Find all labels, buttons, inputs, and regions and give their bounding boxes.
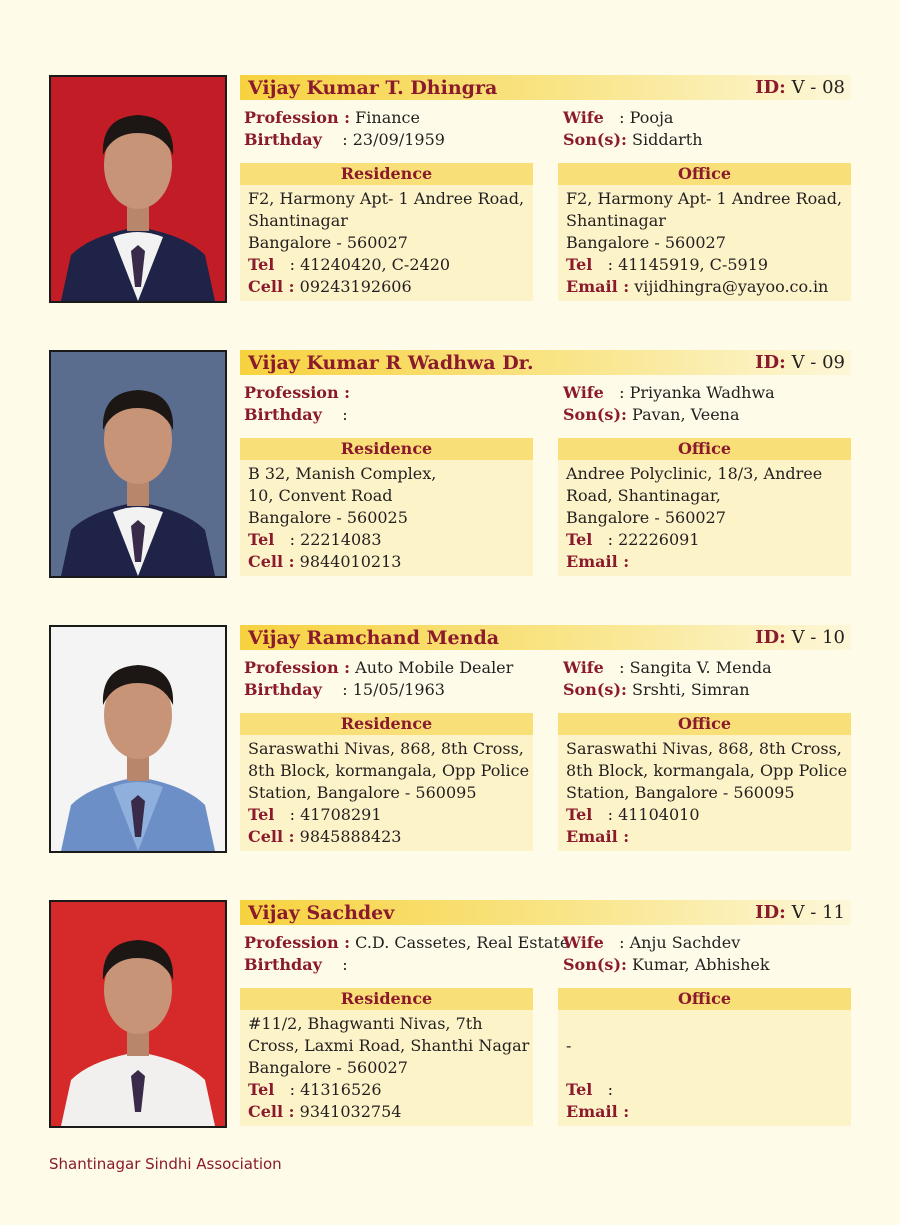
id-value: V - 10	[791, 627, 845, 648]
birthday-label: Birthday	[244, 955, 322, 974]
tel-label: Tel	[566, 255, 593, 274]
cell-label: Cell :	[248, 827, 295, 846]
residence-heading: Residence	[240, 713, 533, 735]
tel-value: : 41316526	[289, 1080, 382, 1099]
member-name: Vijay Sachdev	[248, 902, 395, 924]
residence-address-line: Bangalore - 560027	[248, 1058, 408, 1077]
name-bar	[240, 350, 851, 375]
residence-box	[240, 713, 533, 851]
footer-association-name: Shantinagar Sindhi Association	[49, 1155, 282, 1173]
member-entry	[49, 350, 851, 578]
office-address-line: F2, Harmony Apt- 1 Andree Road,	[566, 189, 843, 208]
tel-label: Tel	[248, 805, 275, 824]
profession-label: Profession :	[244, 933, 351, 952]
residence-heading: Residence	[240, 988, 533, 1010]
sons-line	[563, 129, 703, 151]
wife-value: : Priyanka Wadhwa	[619, 383, 775, 402]
member-name: Vijay Kumar R Wadhwa Dr.	[248, 352, 534, 374]
office-address-line: Saraswathi Nivas, 868, 8th Cross,	[566, 739, 842, 758]
sons-value: Srshti, Simran	[632, 680, 750, 699]
tel-label: Tel	[248, 1080, 275, 1099]
portrait-illustration	[51, 627, 225, 851]
wife-label: Wife	[563, 383, 604, 402]
email-label: Email :	[566, 827, 630, 846]
office-email	[566, 551, 851, 573]
wife-line	[563, 107, 673, 129]
email-label: Email :	[566, 552, 630, 571]
wife-line	[563, 382, 775, 404]
portrait-illustration	[51, 352, 225, 576]
office-address-line: Road, Shantinagar,	[566, 486, 721, 505]
office-email	[566, 826, 851, 848]
sons-label: Son(s):	[563, 130, 627, 149]
office-address-line	[566, 1013, 851, 1035]
birthday-value: : 15/05/1963	[342, 680, 445, 699]
id-label: ID:	[755, 352, 786, 373]
residence-heading: Residence	[240, 438, 533, 460]
office-tel	[566, 1079, 851, 1101]
sons-label: Son(s):	[563, 680, 627, 699]
tel-label: Tel	[566, 530, 593, 549]
tel-value: : 41145919, C-5919	[607, 255, 769, 274]
wife-value: : Pooja	[619, 108, 674, 127]
office-heading: Office	[558, 988, 851, 1010]
profession-value: Auto Mobile Dealer	[355, 658, 514, 677]
tel-label: Tel	[566, 1080, 593, 1099]
sons-line	[563, 404, 740, 426]
profession-label: Profession :	[244, 108, 351, 127]
residence-box	[240, 438, 533, 576]
member-id	[755, 627, 845, 648]
sons-value: Siddarth	[632, 130, 703, 149]
sons-line	[563, 679, 750, 701]
sons-label: Son(s):	[563, 955, 627, 974]
office-address-line: Bangalore - 560027	[566, 508, 726, 527]
member-photo	[49, 625, 227, 853]
tel-label: Tel	[566, 805, 593, 824]
member-entry	[49, 900, 851, 1128]
cell-label: Cell :	[248, 1102, 295, 1121]
residence-box	[240, 988, 533, 1126]
member-name: Vijay Ramchand Menda	[248, 627, 500, 649]
member-id	[755, 352, 845, 373]
name-bar	[240, 900, 851, 925]
member-id	[755, 77, 845, 98]
profession-line	[244, 107, 420, 129]
office-address-line: Andree Polyclinic, 18/3, Andree	[566, 464, 823, 483]
profession-label: Profession :	[244, 383, 351, 402]
email-label: Email :	[566, 1102, 630, 1121]
birthday-label: Birthday	[244, 130, 322, 149]
residence-address-line: Cross, Laxmi Road, Shanthi Nagar	[248, 1036, 530, 1055]
profession-value: C.D. Cassetes, Real Estate	[355, 933, 570, 952]
office-address-line: Bangalore - 560027	[566, 233, 726, 252]
birthday-line	[244, 129, 445, 151]
residence-address-line: Shantinagar	[248, 211, 348, 230]
id-label: ID:	[755, 77, 786, 98]
office-address-line	[566, 1057, 851, 1079]
residence-address-line: Bangalore - 560027	[248, 233, 408, 252]
residence-tel	[248, 254, 533, 276]
member-photo	[49, 900, 227, 1128]
tel-label: Tel	[248, 530, 275, 549]
wife-label: Wife	[563, 108, 604, 127]
residence-address-line: Saraswathi Nivas, 868, 8th Cross,	[248, 739, 524, 758]
id-value: V - 11	[791, 902, 845, 923]
member-entry	[49, 625, 851, 853]
office-heading: Office	[558, 713, 851, 735]
residence-address-line: B 32, Manish Complex,	[248, 464, 437, 483]
residence-heading: Residence	[240, 163, 533, 185]
wife-line	[563, 932, 740, 954]
tel-value: : 22214083	[289, 530, 382, 549]
residence-cell	[248, 1101, 533, 1123]
sons-value: Kumar, Abhishek	[632, 955, 770, 974]
office-heading: Office	[558, 438, 851, 460]
office-box	[558, 163, 851, 301]
birthday-line	[244, 404, 348, 426]
office-email	[566, 1101, 851, 1123]
office-box	[558, 438, 851, 576]
tel-value: : 41240420, C-2420	[289, 255, 451, 274]
office-heading: Office	[558, 163, 851, 185]
portrait-illustration	[51, 902, 225, 1126]
tel-label: Tel	[248, 255, 275, 274]
member-photo	[49, 350, 227, 578]
profession-label: Profession :	[244, 658, 351, 677]
residence-address-line: Bangalore - 560025	[248, 508, 408, 527]
residence-tel	[248, 1079, 533, 1101]
residence-cell	[248, 276, 533, 298]
residence-box	[240, 163, 533, 301]
tel-value: : 41708291	[289, 805, 382, 824]
office-address-line: -	[566, 1036, 572, 1055]
email-label: Email :	[566, 277, 630, 296]
member-name: Vijay Kumar T. Dhingra	[248, 77, 498, 99]
residence-address-line: Station, Bangalore - 560095	[248, 783, 477, 802]
office-address-line: 8th Block, kormangala, Opp Police	[566, 761, 848, 780]
name-bar	[240, 625, 851, 650]
member-entry	[49, 75, 851, 303]
portrait-illustration	[51, 77, 225, 301]
wife-line	[563, 657, 772, 679]
profession-line	[244, 382, 350, 404]
profession-line	[244, 657, 513, 679]
profession-line	[244, 932, 569, 954]
residence-tel	[248, 804, 533, 826]
birthday-value: :	[342, 955, 348, 974]
office-address-line: Shantinagar	[566, 211, 666, 230]
sons-line	[563, 954, 770, 976]
profession-value: Finance	[355, 108, 420, 127]
residence-address-line: F2, Harmony Apt- 1 Andree Road,	[248, 189, 525, 208]
birthday-line	[244, 954, 348, 976]
cell-label: Cell :	[248, 552, 295, 571]
wife-value: : Anju Sachdev	[619, 933, 741, 952]
birthday-value: :	[342, 405, 348, 424]
birthday-label: Birthday	[244, 680, 322, 699]
birthday-line	[244, 679, 445, 701]
office-box	[558, 713, 851, 851]
office-tel	[566, 254, 851, 276]
office-email	[566, 276, 851, 298]
cell-value: 09243192606	[299, 277, 412, 296]
residence-address-line: 8th Block, kormangala, Opp Police	[248, 761, 530, 780]
name-bar	[240, 75, 851, 100]
cell-value: 9845888423	[299, 827, 402, 846]
id-value: V - 08	[791, 77, 845, 98]
residence-tel	[248, 529, 533, 551]
cell-label: Cell :	[248, 277, 295, 296]
email-value: vijidhingra@yayoo.co.in	[634, 277, 829, 296]
tel-value: :	[607, 1080, 613, 1099]
cell-value: 9844010213	[299, 552, 402, 571]
sons-label: Son(s):	[563, 405, 627, 424]
tel-value: : 22226091	[607, 530, 700, 549]
residence-address-line: #11/2, Bhagwanti Nivas, 7th	[248, 1014, 483, 1033]
residence-cell	[248, 551, 533, 573]
residence-cell	[248, 826, 533, 848]
wife-label: Wife	[563, 658, 604, 677]
office-box	[558, 988, 851, 1126]
id-label: ID:	[755, 902, 786, 923]
birthday-value: : 23/09/1959	[342, 130, 445, 149]
wife-value: : Sangita V. Menda	[619, 658, 772, 677]
tel-value: : 41104010	[607, 805, 700, 824]
office-tel	[566, 529, 851, 551]
birthday-label: Birthday	[244, 405, 322, 424]
member-photo	[49, 75, 227, 303]
cell-value: 9341032754	[299, 1102, 402, 1121]
id-label: ID:	[755, 627, 786, 648]
residence-address-line: 10, Convent Road	[248, 486, 393, 505]
id-value: V - 09	[791, 352, 845, 373]
office-tel	[566, 804, 851, 826]
office-address-line: Station, Bangalore - 560095	[566, 783, 795, 802]
sons-value: Pavan, Veena	[632, 405, 740, 424]
member-id	[755, 902, 845, 923]
wife-label: Wife	[563, 933, 604, 952]
